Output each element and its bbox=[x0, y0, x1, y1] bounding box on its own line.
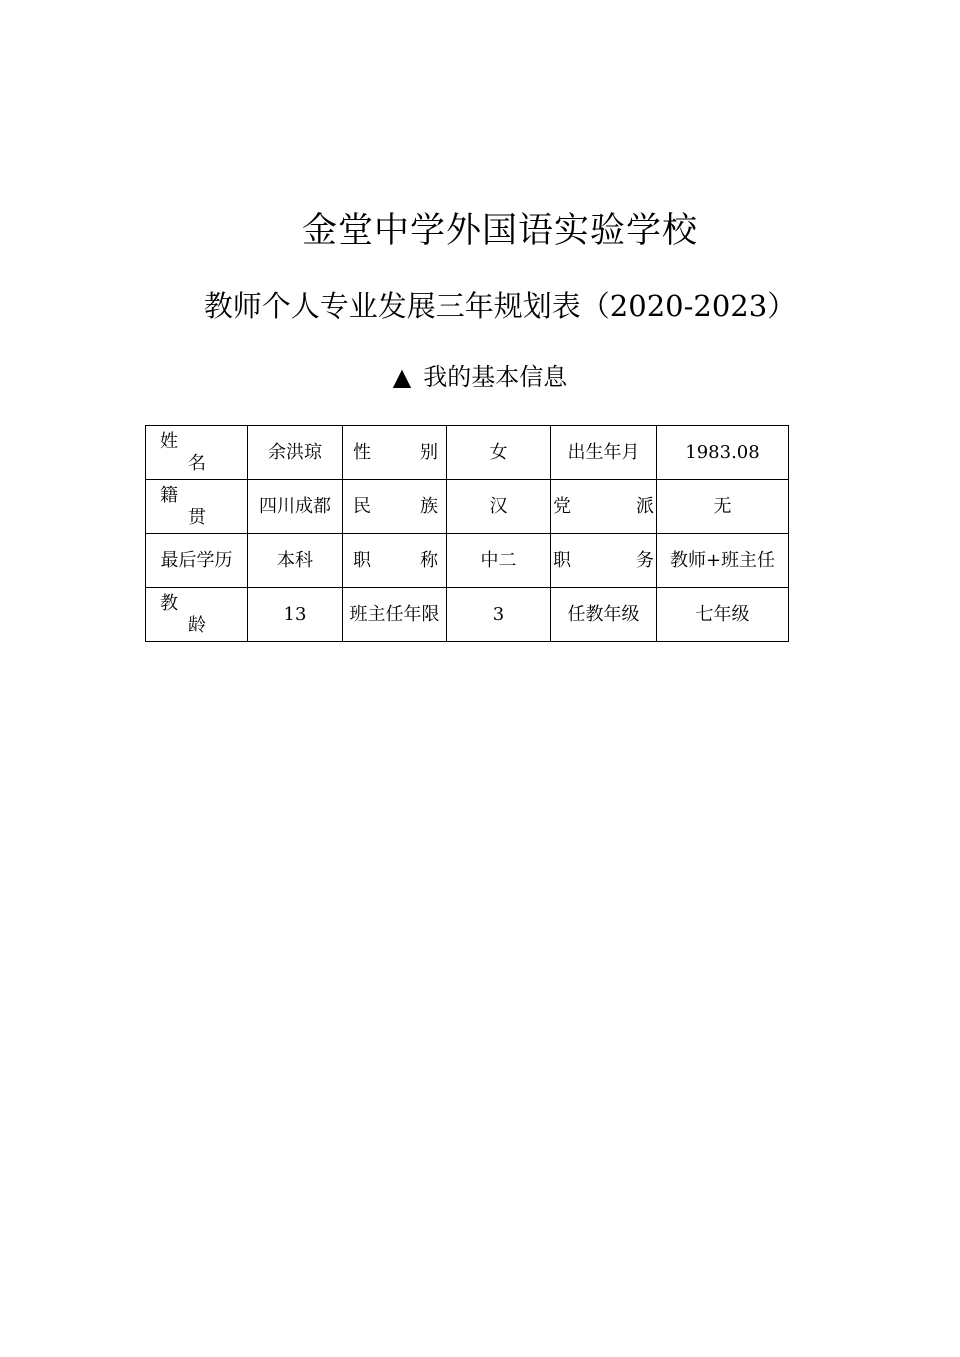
party-label-char1: 党 bbox=[553, 495, 571, 517]
gender-value: 女 bbox=[447, 426, 551, 480]
education-value: 本科 bbox=[248, 534, 343, 588]
position-label-char2: 务 bbox=[636, 549, 654, 571]
native-place-label-line2: 贯 bbox=[188, 506, 206, 528]
table-row bbox=[146, 426, 789, 480]
section-heading-text: 我的基本信息 bbox=[423, 363, 568, 391]
name-label-line2: 名 bbox=[188, 452, 206, 474]
table-row bbox=[146, 588, 789, 642]
teaching-years-label bbox=[146, 588, 248, 642]
birth-label: 出生年月 bbox=[551, 426, 657, 480]
teaching-years-label-line2: 龄 bbox=[188, 614, 206, 636]
party-label bbox=[551, 480, 657, 534]
native-place-label-line1: 籍 bbox=[160, 484, 178, 506]
section-heading bbox=[0, 361, 960, 393]
ethnicity-label-char1: 民 bbox=[353, 495, 371, 517]
party-label-char2: 派 bbox=[636, 495, 654, 517]
birth-value: 1983.08 bbox=[657, 426, 789, 480]
title-label bbox=[343, 534, 447, 588]
title-value: 中二 bbox=[447, 534, 551, 588]
position-label-char1: 职 bbox=[553, 549, 571, 571]
native-place-label bbox=[146, 480, 248, 534]
school-name: 金堂中学外国语实验学校 bbox=[301, 211, 698, 251]
head-teacher-years-label: 班主任年限 bbox=[343, 588, 447, 642]
position-value: 教师+班主任 bbox=[657, 534, 789, 588]
title-label-char1: 职 bbox=[353, 549, 371, 571]
head-teacher-years-value: 3 bbox=[447, 588, 551, 642]
party-value: 无 bbox=[657, 480, 789, 534]
name-label bbox=[146, 426, 248, 480]
ethnicity-label-char2: 族 bbox=[420, 495, 438, 517]
gender-label-char2: 别 bbox=[420, 441, 438, 463]
position-label bbox=[551, 534, 657, 588]
name-label-line1: 姓 bbox=[160, 430, 178, 452]
plan-title: 教师个人专业发展三年规划表（2020-2023） bbox=[203, 289, 797, 323]
table-row bbox=[146, 480, 789, 534]
education-label: 最后学历 bbox=[146, 534, 248, 588]
gender-label-char1: 性 bbox=[353, 441, 371, 463]
teaching-years-label-line1: 教 bbox=[160, 592, 178, 614]
grade-label: 任教年级 bbox=[551, 588, 657, 642]
triangle-icon: ▲ bbox=[392, 363, 412, 391]
native-place-value: 四川成都 bbox=[248, 480, 343, 534]
name-value: 余洪琼 bbox=[248, 426, 343, 480]
teaching-years-value: 13 bbox=[248, 588, 343, 642]
basic-info-table bbox=[145, 425, 789, 642]
gender-label bbox=[343, 426, 447, 480]
table-row bbox=[146, 534, 789, 588]
title-label-char2: 称 bbox=[420, 549, 438, 571]
grade-value: 七年级 bbox=[657, 588, 789, 642]
ethnicity-label bbox=[343, 480, 447, 534]
ethnicity-value: 汉 bbox=[447, 480, 551, 534]
